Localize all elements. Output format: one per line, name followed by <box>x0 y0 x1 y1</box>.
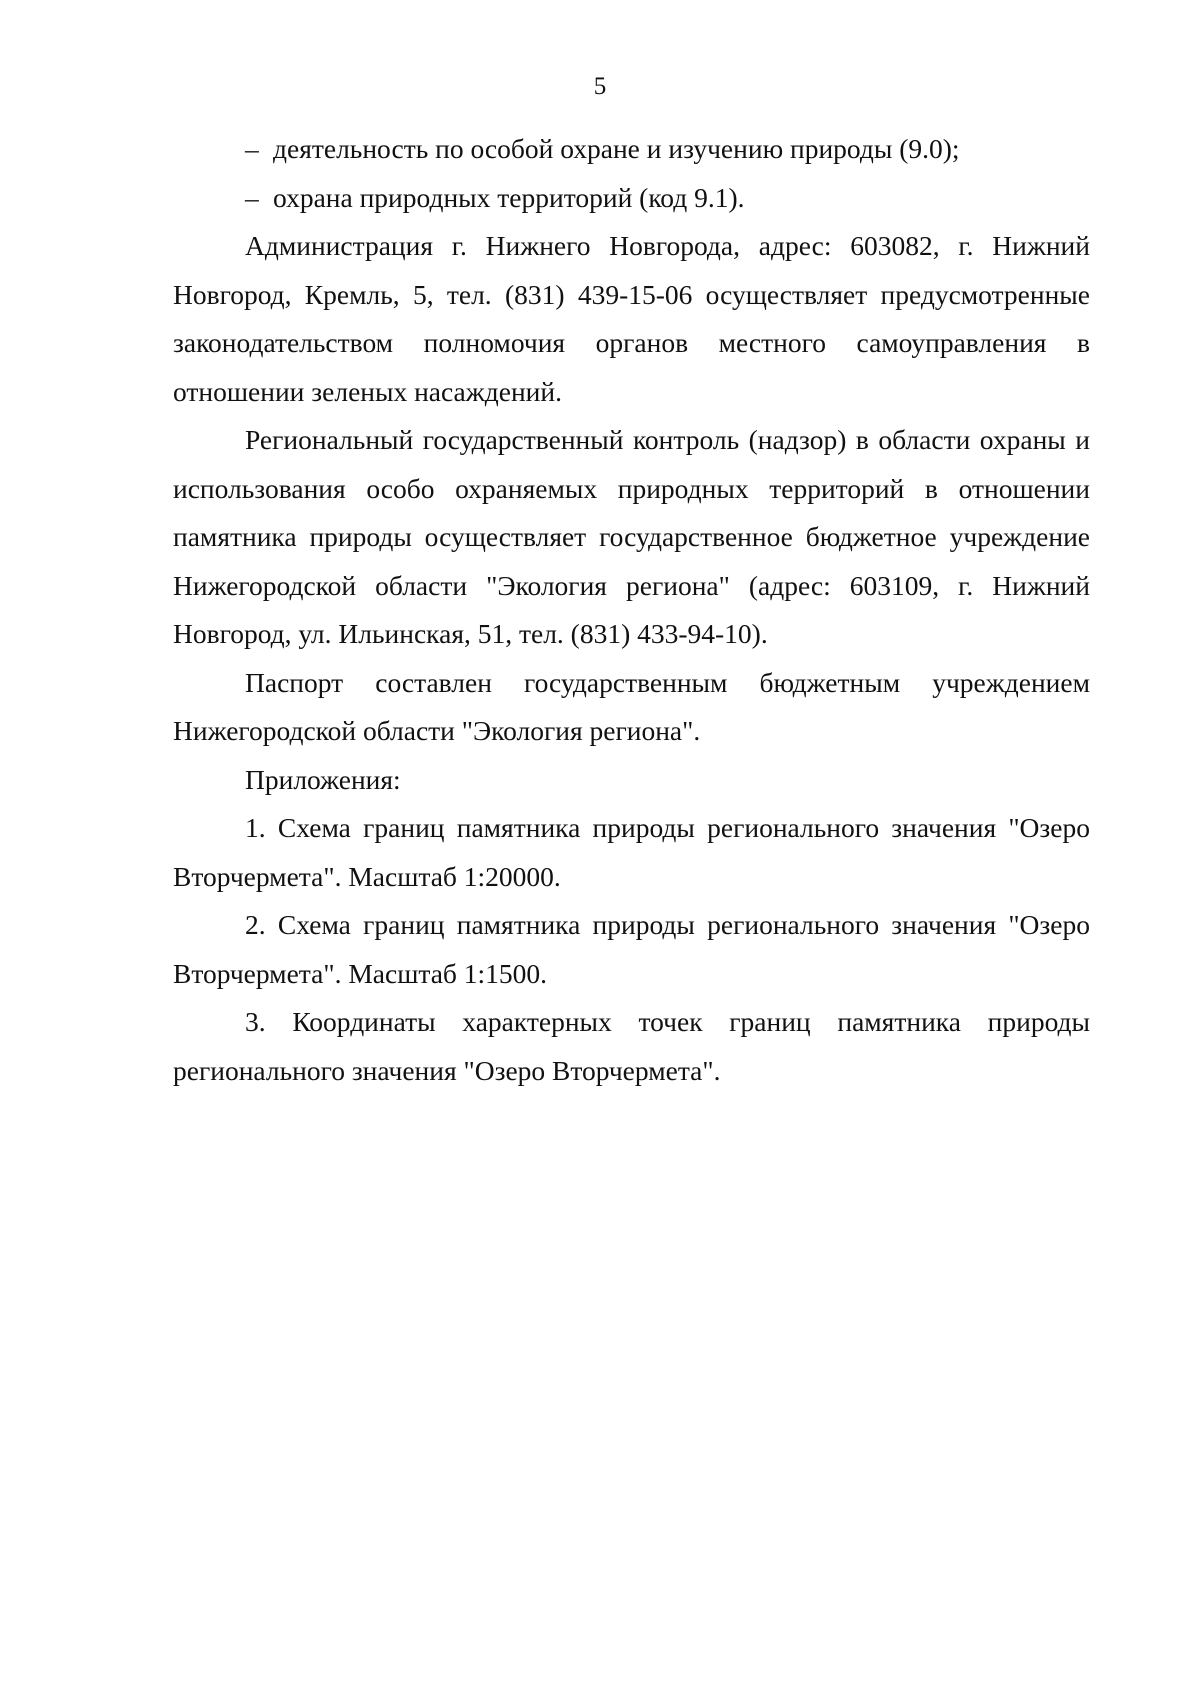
paragraph-control: Региональный государственный контроль (надзор) в области охраны и использования особо охраняемых природных территорий в отношении памятника природы осуществляет государственное бюджетное учреждение Нижегородской области "Экология региона" (адрес: 603109, г. Нижний Новгород, ул. Ильинская, 51, тел. (831) 433-94-10). <box>173 424 1090 649</box>
list-item-text: охрана природных территорий (код 9.1). <box>273 181 745 213</box>
document-body <box>173 125 1090 1095</box>
paragraph-passport: Паспорт составлен государственным бюджетным учреждением Нижегородской области "Экология региона". <box>173 666 1090 746</box>
list-item-text: деятельность по особой охране и изучению природы (9.0); <box>273 133 960 164</box>
appendix-item-3: 3. Координаты характерных точек границ памятника природы регионального значения "Озеро Вторчермета". <box>173 1006 1090 1086</box>
list-item <box>173 125 1090 174</box>
appendices-heading: Приложения: <box>245 763 401 795</box>
appendix-item-1: 1. Схема границ памятника природы регионального значения "Озеро Вторчермета". Масштаб 1:20000. <box>173 812 1090 892</box>
appendix-item-2: 2. Схема границ памятника природы регионального значения "Озеро Вторчермета". Масштаб 1:1500. <box>173 909 1090 989</box>
dash-marker: – <box>245 133 259 164</box>
dash-marker: – <box>245 181 259 213</box>
list-item <box>173 174 1090 223</box>
paragraph-administration: Администрация г. Нижнего Новгорода, адрес: 603082, г. Нижний Новгород, Кремль, 5, тел. (831) 439-15-06 осуществляет предусмотренные законодательством полномочия органов местного самоуправления в отношении зеленых насаждений. <box>173 230 1090 407</box>
page-number: 5 <box>593 73 607 100</box>
